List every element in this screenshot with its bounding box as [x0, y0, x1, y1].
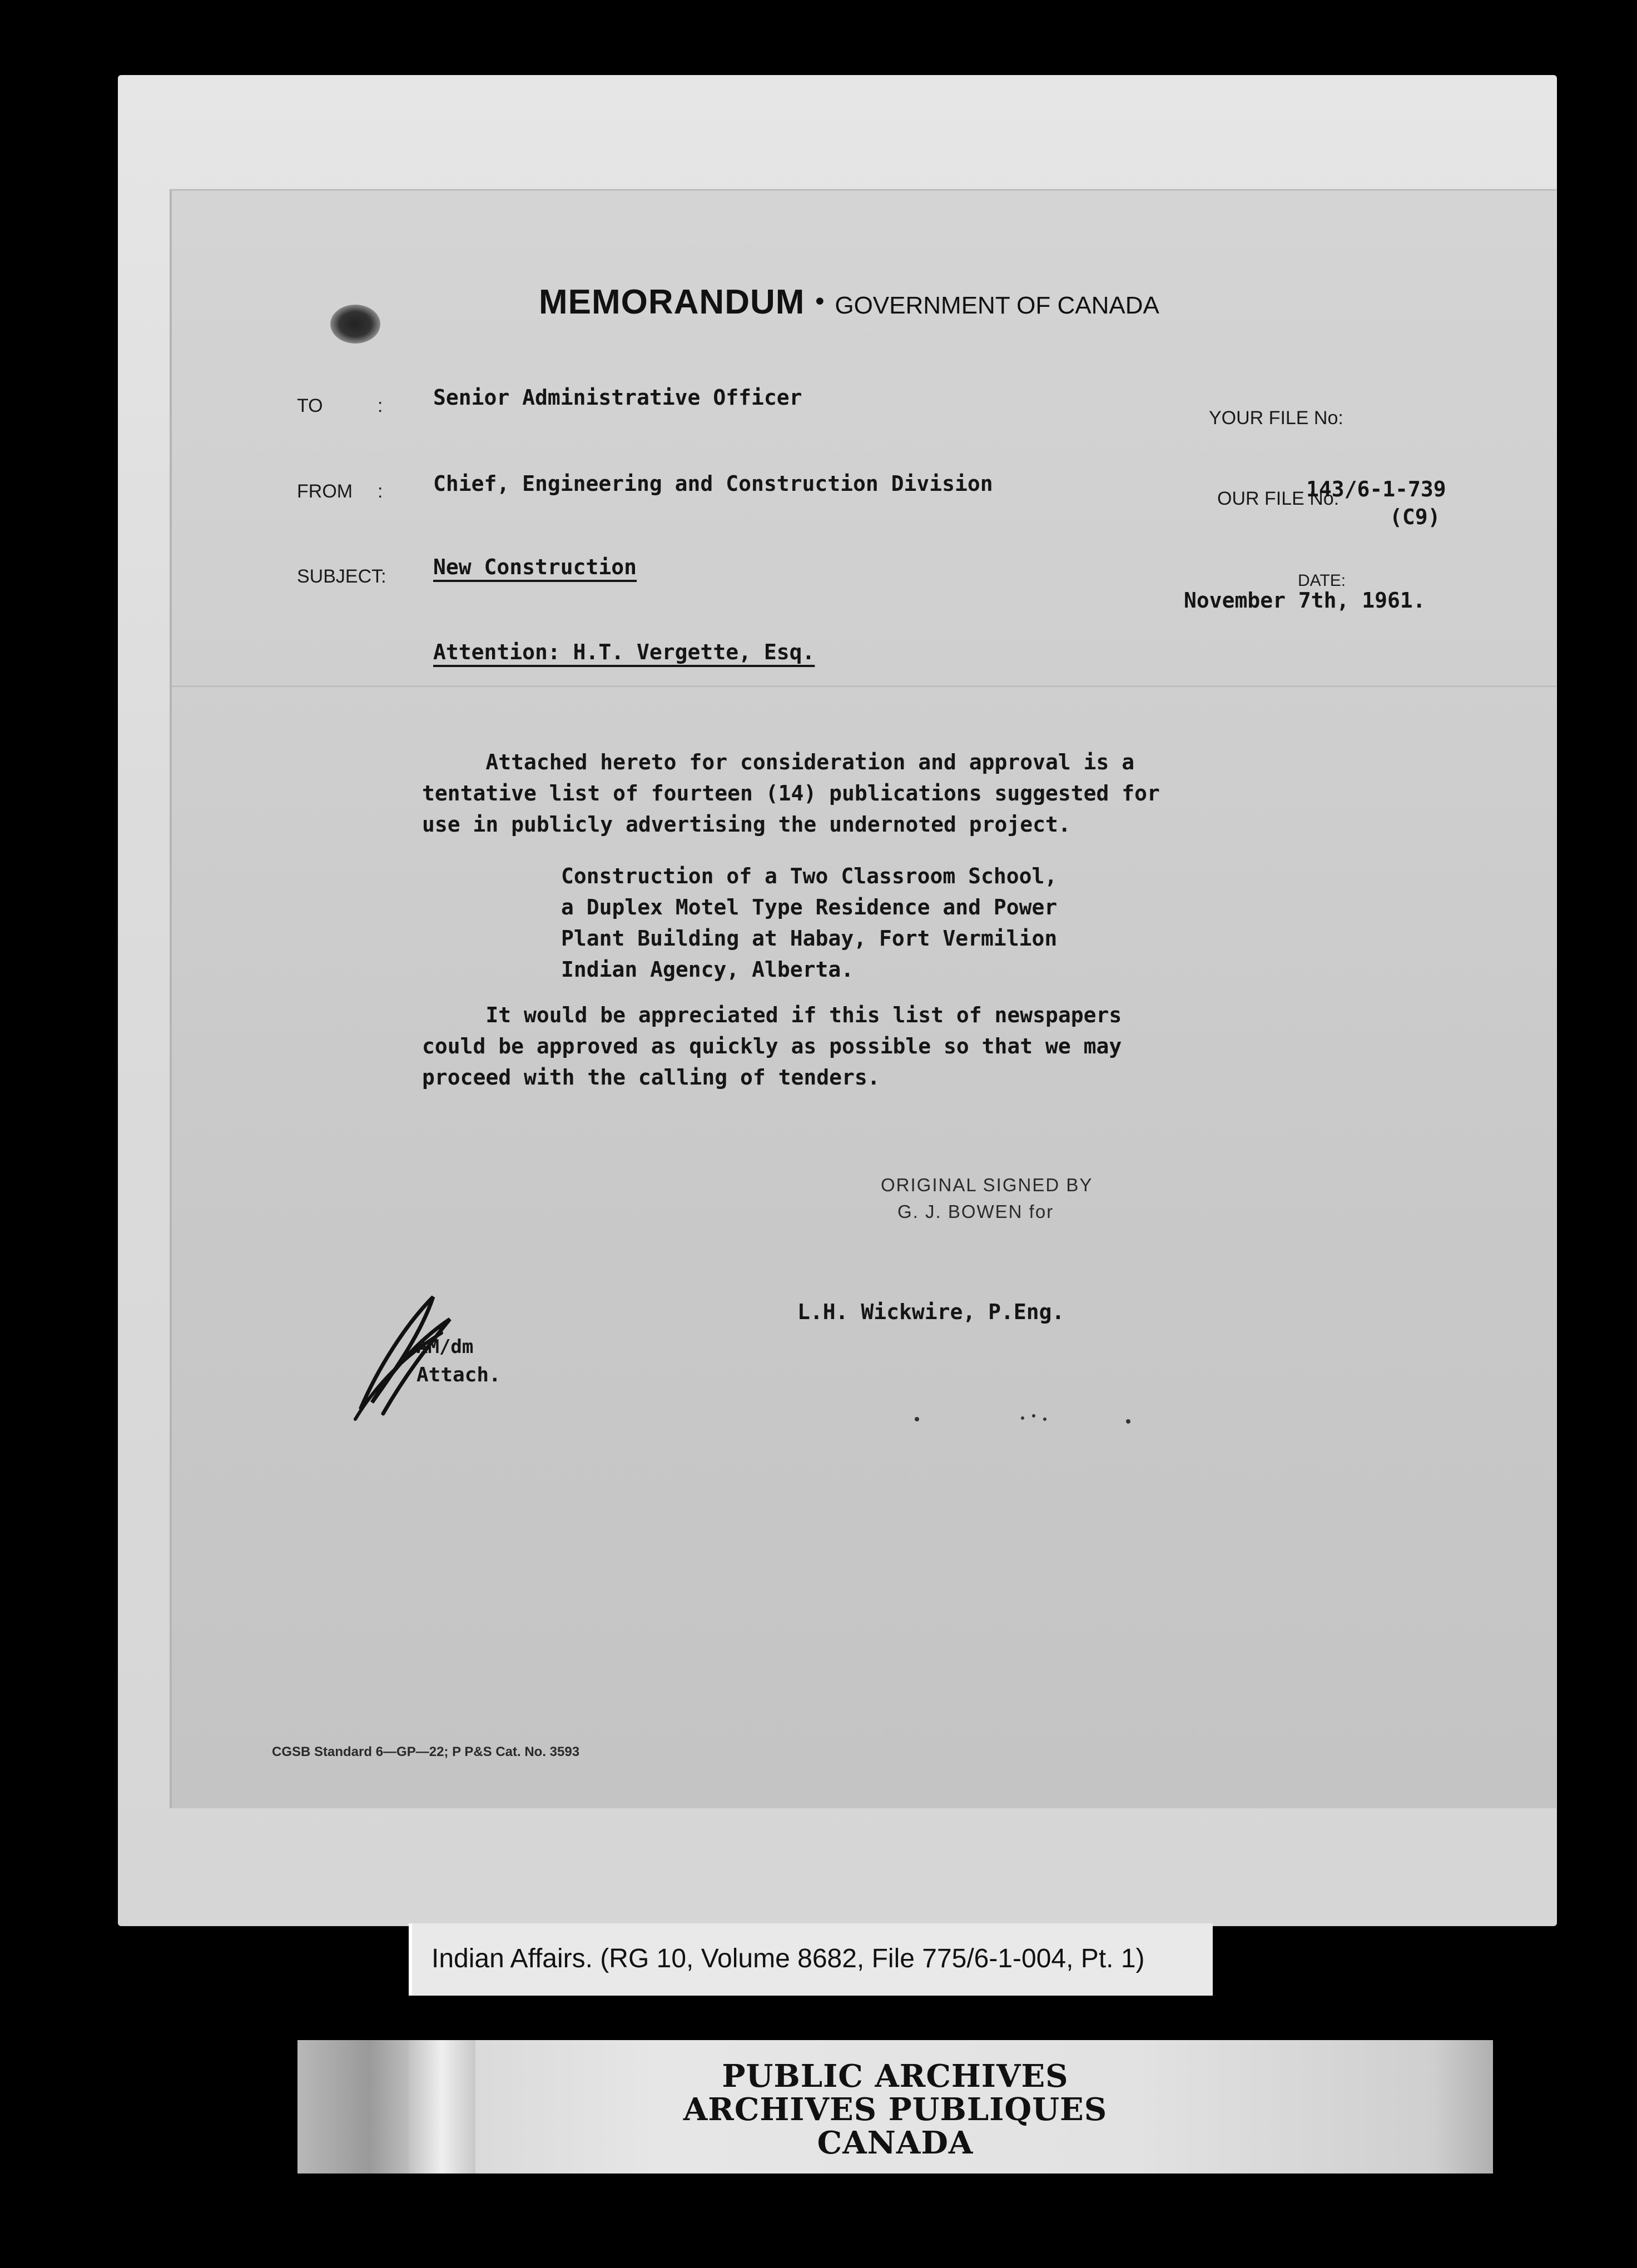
date-label: DATE: [1298, 571, 1346, 590]
typist-initials: AM/dm [416, 1336, 474, 1358]
your-file-label: YOUR FILE No: [1209, 407, 1343, 429]
memo-title: MEMORANDUM [539, 283, 805, 321]
fold-line [172, 685, 1556, 687]
archive-line-2: ARCHIVES PUBLIQUES [683, 2091, 1108, 2128]
punch-hole-mark [330, 305, 380, 344]
to-value: Senior Administrative Officer [433, 385, 802, 410]
subject-value: New Construction [433, 555, 637, 579]
archive-line-3: CANADA [817, 2125, 974, 2161]
body-paragraph-1: Attached hereto for consideration and approval is a tentative list of fourteen (14) publications suggested for use in publicly advertising the undernoted project. [422, 750, 1160, 837]
from-label: FROM [297, 481, 353, 502]
our-file-value: 143/6-1-739 [1306, 477, 1446, 501]
attention-line: Attention: H.T. Vergette, Esq. [433, 640, 815, 664]
archive-band [297, 2040, 1493, 2174]
organization-name: GOVERNMENT OF CANADA [835, 292, 1159, 319]
ink-specks [895, 1402, 1228, 1436]
archive-reference-text: Indian Affairs. (RG 10, Volume 8682, File 775/6-1-004, Pt. 1) [431, 1944, 1145, 1973]
to-label: TO [297, 395, 323, 416]
our-file-label: OUR FILE No: [1217, 488, 1340, 509]
project-description: Construction of a Two Classroom School, a Duplex Motel Type Residence and Power Plant Building at Habay, Fort Vermilion Indian Agency, Alberta. [561, 864, 1058, 982]
signer-name: L.H. Wickwire, P.Eng. [797, 1300, 1065, 1324]
form-code: CGSB Standard 6—GP—22; P P&S Cat. No. 3593 [272, 1744, 580, 1759]
attachment-note: Attach. [416, 1364, 501, 1386]
archive-line-1: PUBLIC ARCHIVES [722, 2058, 1069, 2095]
body-paragraph-2: It would be appreciated if this list of newspapers could be approved as quickly as possible so that we may proceed with the calling of tenders. [422, 1003, 1122, 1090]
from-value: Chief, Engineering and Construction Division [433, 471, 993, 496]
date-value: November 7th, 1961. [1184, 588, 1426, 613]
subject-label: SUBJECT: [297, 566, 386, 587]
to-colon: : [378, 395, 383, 416]
from-colon: : [378, 481, 383, 502]
header-separator: • [812, 288, 827, 316]
our-file-subcode: (C9) [1390, 505, 1441, 529]
archive-stamp [297, 2060, 1493, 2160]
signature-stamp-line-2: G. J. BOWEN for [897, 1201, 1054, 1222]
memo-page [170, 189, 1556, 1808]
archive-reference-label [409, 1923, 1213, 1996]
memo-header [539, 282, 1159, 322]
signature-stamp-line-1: ORIGINAL SIGNED BY [881, 1175, 1093, 1195]
